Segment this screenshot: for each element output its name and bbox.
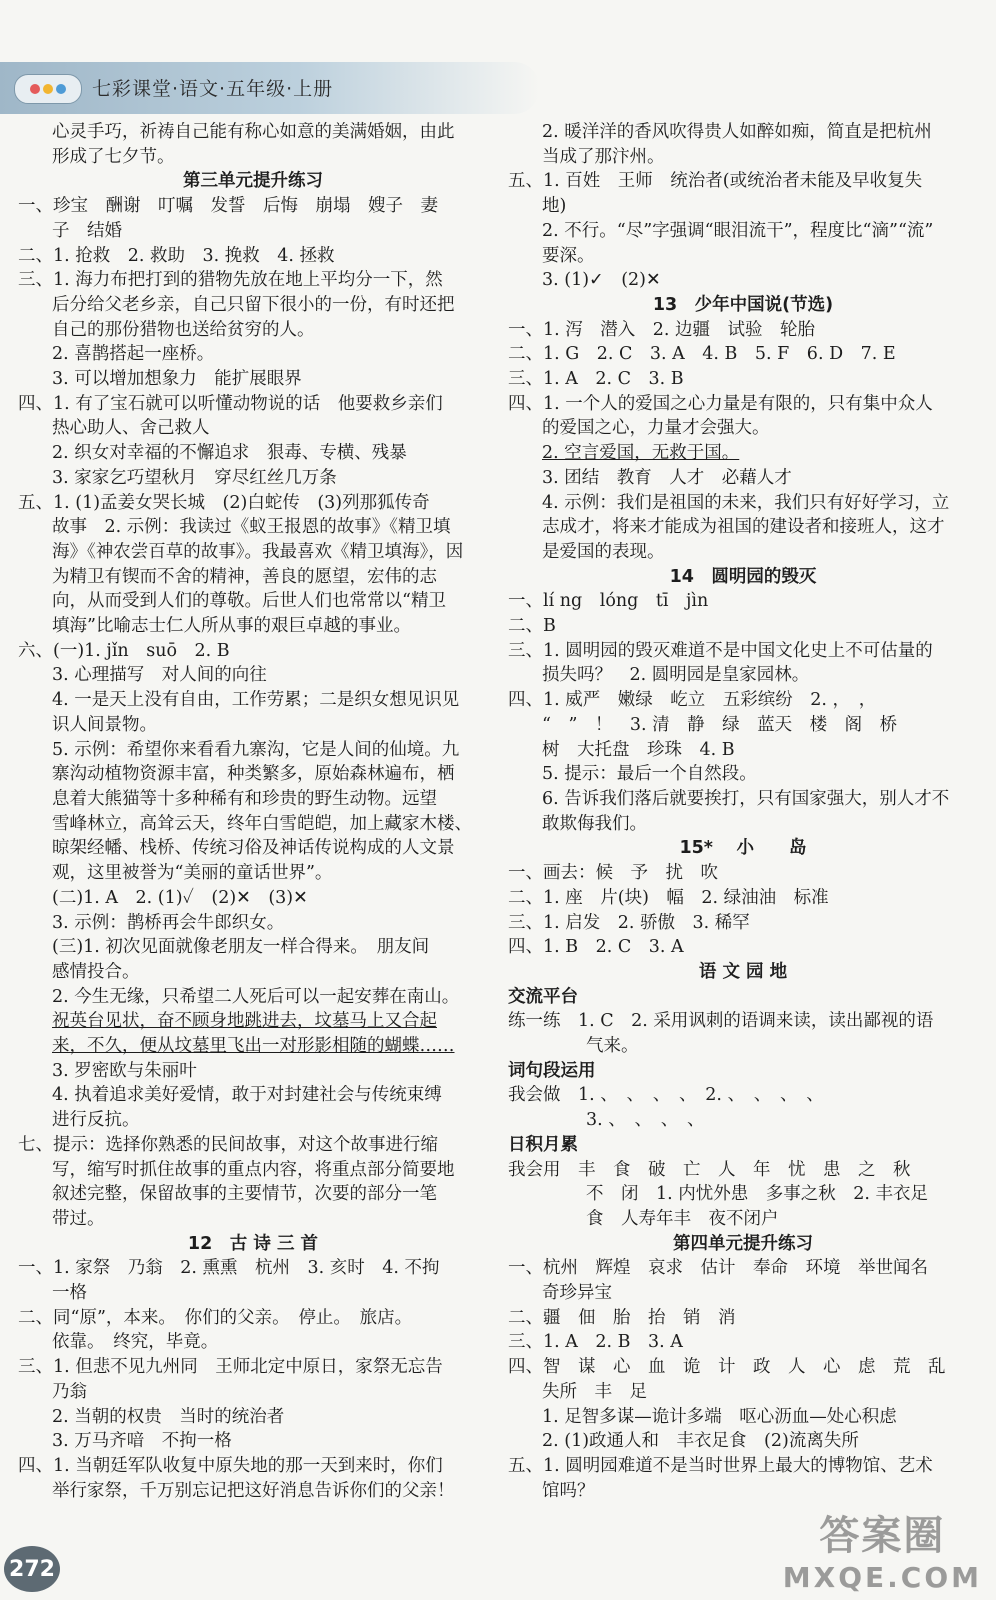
answer-line: 心灵手巧，祈祷自己能有称心如意的美满婚姻，由此 [52,122,455,142]
answer-line: 晾架经幡、栈桥、传统习俗及神话传说构成的人文景 [52,838,455,859]
watermark-logo [783,1504,982,1594]
page-number: 272 [4,1546,60,1592]
answer-line: 一、1. 家祭 乃翁 2. 熏熏 杭州 3. 亥时 4. 不拘 [18,1258,440,1279]
answer-line: 四、1. 有了宝石就可以听懂动物说的话 他要救乡亲们 [18,393,443,414]
series-logo-icon [14,74,82,104]
answer-line: 一、1. 泻 潜入 2. 边疆 试验 轮胎 [508,319,816,340]
answer-line: 四、1. 一个人的爱国之心力量是有限的，只有集中众人 [508,393,933,414]
answer-line: 三、1. 但悲不见九州同 王师北定中原日，家祭无忘告 [18,1357,443,1378]
answer-line: 3. 、 、 、 、 [586,1110,705,1131]
answer-line: 子 结婚 [52,220,122,241]
section-heading: 13 少年中国说(节选) [652,294,834,315]
answer-line: 树 大托盘 珍珠 4. B [542,739,735,760]
answer-line: 三、1. A 2. C 3. B [508,369,684,390]
answer-line: 为精卫有锲而不舍的精神，善良的愿望，宏伟的志 [52,566,437,587]
answer-line: 三、1. 启发 2. 骄傲 3. 稀罕 [508,912,750,933]
answer-line: 损失吗？ 2. 圆明园是皇家园林。 [542,665,810,686]
left-column [18,120,488,1503]
answer-line: 二、1. 抢救 2. 救助 3. 挽救 4. 拯救 [18,245,335,266]
answer-line: 三、1. 圆明园的毁灭难道不是中国文化史上不可估量的 [508,640,933,661]
answer-line: 奇珍异宝 [542,1283,612,1304]
answer-line: 举行家祭，千万别忘记把这好消息告诉你们的父亲！ [52,1480,455,1501]
section-heading: 第三单元提升练习 [183,171,323,192]
answer-line: 四、1. B 2. C 3. A [508,937,684,958]
answer-line: 3. 心理描写 对人间的向往 [52,665,267,686]
answer-line: 气来。 [586,1036,639,1057]
answer-line: 海》《神农尝百草的故事》。我最喜欢《精卫填海》，因 [52,541,464,562]
section-heading: 14 圆明园的毁灭 [669,566,817,587]
answer-line: 我会做 1. 、 、 、 、 2. 、 、 、 、 [508,1085,824,1106]
subsection-heading: 词句段运用 [508,1060,596,1081]
answer-line: 自己的那份猎物也送给贫穷的人。 [52,319,315,340]
answer-line: 二、B [508,616,556,637]
answer-line: 3. 团结 教育 人才 必藉人才 [542,467,792,488]
answer-line: 练一练 1. C 2. 采用讽刺的语调来读，读出鄙视的语 [508,1011,934,1032]
answer-line: “ ” ！ 3. 清 静 绿 蓝天 楼 阁 桥 [542,714,898,735]
answer-line: 二、同“原”，本来。 你们的父亲。 停止。 旅店。 [18,1307,413,1328]
answer-line: 二、1. 座 片(块) 幅 2. 绿油油 标准 [508,887,829,908]
answer-line: 一格 [52,1283,87,1304]
answer-line: 来，不久，便从坟墓里飞出一对形影相随的蝴蝶…… [52,1036,455,1057]
answer-line: 四、智 谋 心 血 诡 计 政 人 心 虑 荒 乱 [508,1357,946,1378]
answer-line: 2. (1)政通人和 丰衣足食 (2)流离失所 [542,1431,859,1452]
answer-line: 地) [542,196,567,217]
subsection-heading: 交流平台 [508,986,578,1007]
answer-line: 观，这里被誉为“美丽的童话世界”。 [52,863,333,884]
answer-line: 叙述完整，保留故事的主要情节，次要的部分一笔 [52,1184,437,1205]
answer-line: 向，从而受到人们的尊敬。后世人们也常常以“精卫 [52,591,446,612]
answer-line: 馆吗？ [542,1480,595,1501]
right-column [508,120,978,1503]
answer-line: 2. 不行。“尽”字强调“眼泪流干”，程度比“滴”“流” [542,220,934,241]
answer-line: 当成了那汴州。 [542,146,665,167]
answer-line: 三、1. 海力布把打到的猎物先放在地上平均分一下，然 [18,270,443,291]
answer-line: 是爱国的表现。 [542,541,665,562]
answer-line: 志成才，将来才能成为祖国的建设者和接班人，这才 [542,517,945,538]
answer-line: 七、提示：选择你熟悉的民间故事，对这个故事进行缩 [18,1134,438,1155]
answer-line: 食 人寿年丰 夜不闭户 [586,1208,779,1229]
answer-line: 3. 家家乞巧望秋月 穿尽红丝几万条 [52,467,337,488]
answer-line: 寨沟动植物资源丰富，种类繁多，原始森林遍布，栖 [52,764,455,785]
answer-line: 写，缩写时抓住故事的重点内容，将重点部分简要地 [52,1159,455,1180]
answer-line: 3. 可以增加想象力 能扩展眼界 [52,369,302,390]
answer-line: 一、lí ng lóng tī jìn [508,591,709,612]
answer-line: 要深。 [542,245,595,266]
answer-line: 2. 当朝的权贵 当时的统治者 [52,1406,285,1427]
answer-line: 五、1. 百姓 王师 统治者(或统治者未能及早收复失 [508,171,923,192]
answer-line: 感情投合。 [52,961,140,982]
answer-line: 5. 示例：希望你来看看九寨沟，它是人间的仙境。九 [52,739,460,760]
answer-line: 3. 万马齐喑 不拘一格 [52,1431,232,1452]
answer-line: 我会用 丰 食 破 亡 人 年 忧 患 之 秋 [508,1159,911,1180]
section-heading: 语 文 园 地 [698,961,788,982]
answer-line: 乃翁 [52,1381,87,1402]
answer-line: 一、杭州 辉煌 哀求 估计 奉命 环境 举世闻名 [508,1258,928,1279]
answer-line: (二)1. A 2. (1)✓ (2)✕ (3)✕ [52,887,308,908]
answer-line: 的爱国之心，力量才会强大。 [542,418,770,439]
answer-line: 热心助人、舍己救人 [52,418,210,439]
subsection-heading: 日积月累 [508,1134,578,1155]
watermark-line2: MXQE.COM [782,1561,982,1594]
answer-line: 3. 示例：鹊桥再会牛郎织女。 [52,912,285,933]
answer-line: 五、1. (1)孟姜女哭长城 (2)白蛇传 (3)列那狐传奇 [18,492,430,513]
answer-line: 息着大熊猫等十多种稀有和珍贵的野生动物。远望 [52,788,437,809]
book-header-banner [0,62,540,114]
answer-line: 2. 织女对幸福的不懈追求 狠毒、专横、残暴 [52,443,407,464]
answer-line: 2. 空言爱国，无救于国。 [542,443,740,464]
answer-line: 二、1. G 2. C 3. A 4. B 5. F 6. D 7. E [508,344,896,365]
answer-line: 4. 示例：我们是祖国的未来，我们只有好好学习，立 [542,492,950,513]
section-heading: 12 古 诗 三 首 [187,1233,319,1254]
answer-line: 五、1. 圆明园难道不是当时世界上最大的博物馆、艺术 [508,1455,933,1476]
answer-line: 后分给父老乡亲，自己只留下很小的一份，有时还把 [52,294,455,315]
answer-line: 形成了七夕节。 [52,146,175,167]
answer-line: 一、珍宝 酬谢 叮嘱 发誓 后悔 崩塌 嫂子 妻 [18,196,438,217]
answer-line: 4. 执着追求美好爱情，敢于对封建社会与传统束缚 [52,1085,442,1106]
answer-line: 6. 告诉我们落后就要挨打，只有国家强大，别人才不 [542,788,950,809]
answer-line: 一、画去：候 予 扰 吹 [508,863,718,884]
answer-line: 2. 暖洋洋的香风吹得贵人如醉如痴，简直是把杭州 [542,122,932,142]
section-heading: 15* 小 岛 [679,838,807,859]
watermark-line1: 答案圈 [819,1513,946,1559]
answer-line: 不 闭 1. 内忧外患 多事之秋 2. 丰衣足 [586,1184,929,1205]
answer-line: 填海”比喻志士仁人所从事的艰巨卓越的事业。 [52,616,411,637]
header-title: 七彩课堂·语文·五年级·上册 [92,78,334,100]
answer-line: 3. (1)✓ (2)✕ [542,270,661,291]
answer-line: 1. 足智多谋—诡计多端 呕心沥血—处心积虑 [542,1406,897,1427]
answer-line: 故事 2. 示例：我读过《蚁王报恩的故事》《精卫填 [52,517,451,538]
answer-line: 4. 一是天上没有自由，工作劳累；二是织女想见识见 [52,690,460,711]
answer-line: (三)1. 初次见面就像老朋友一样合得来。 朋友间 [52,937,430,958]
answer-line: 进行反抗。 [52,1110,140,1131]
section-heading: 第四单元提升练习 [673,1233,813,1254]
answer-line: 四、1. 当朝廷军队收复中原失地的那一天到来时，你们 [18,1455,443,1476]
answer-line: 2. 今生无缘，只希望二人死后可以一起安葬在南山。 [52,986,460,1007]
answer-line: 敢欺侮我们。 [542,813,647,834]
answer-line: 二、疆 佃 胎 抬 销 消 [508,1307,736,1328]
answer-line: 带过。 [52,1208,105,1229]
answer-line: 2. 喜鹊搭起一座桥。 [52,344,215,365]
answer-line: 3. 罗密欧与朱丽叶 [52,1060,197,1081]
answer-line: 三、1. A 2. B 3. A [508,1332,683,1353]
answer-line: 祝英台见状，奋不顾身地跳进去，坟墓马上又合起 [52,1011,437,1032]
answer-line: 六、(一)1. jǐn suō 2. B [18,640,230,661]
answer-line: 识人间景物。 [52,714,157,735]
answer-line: 雪峰林立，高耸云天，终年白雪皑皑，加上藏家木楼、 [52,813,472,834]
answer-line: 依靠。 终究，毕竟。 [52,1332,219,1353]
answer-line: 四、1. 威严 嫩绿 屹立 五彩缤纷 2. ， ， [508,690,877,711]
answer-line: 失所 丰 足 [542,1381,647,1402]
answer-line: 5. 提示：最后一个自然段。 [542,764,757,785]
